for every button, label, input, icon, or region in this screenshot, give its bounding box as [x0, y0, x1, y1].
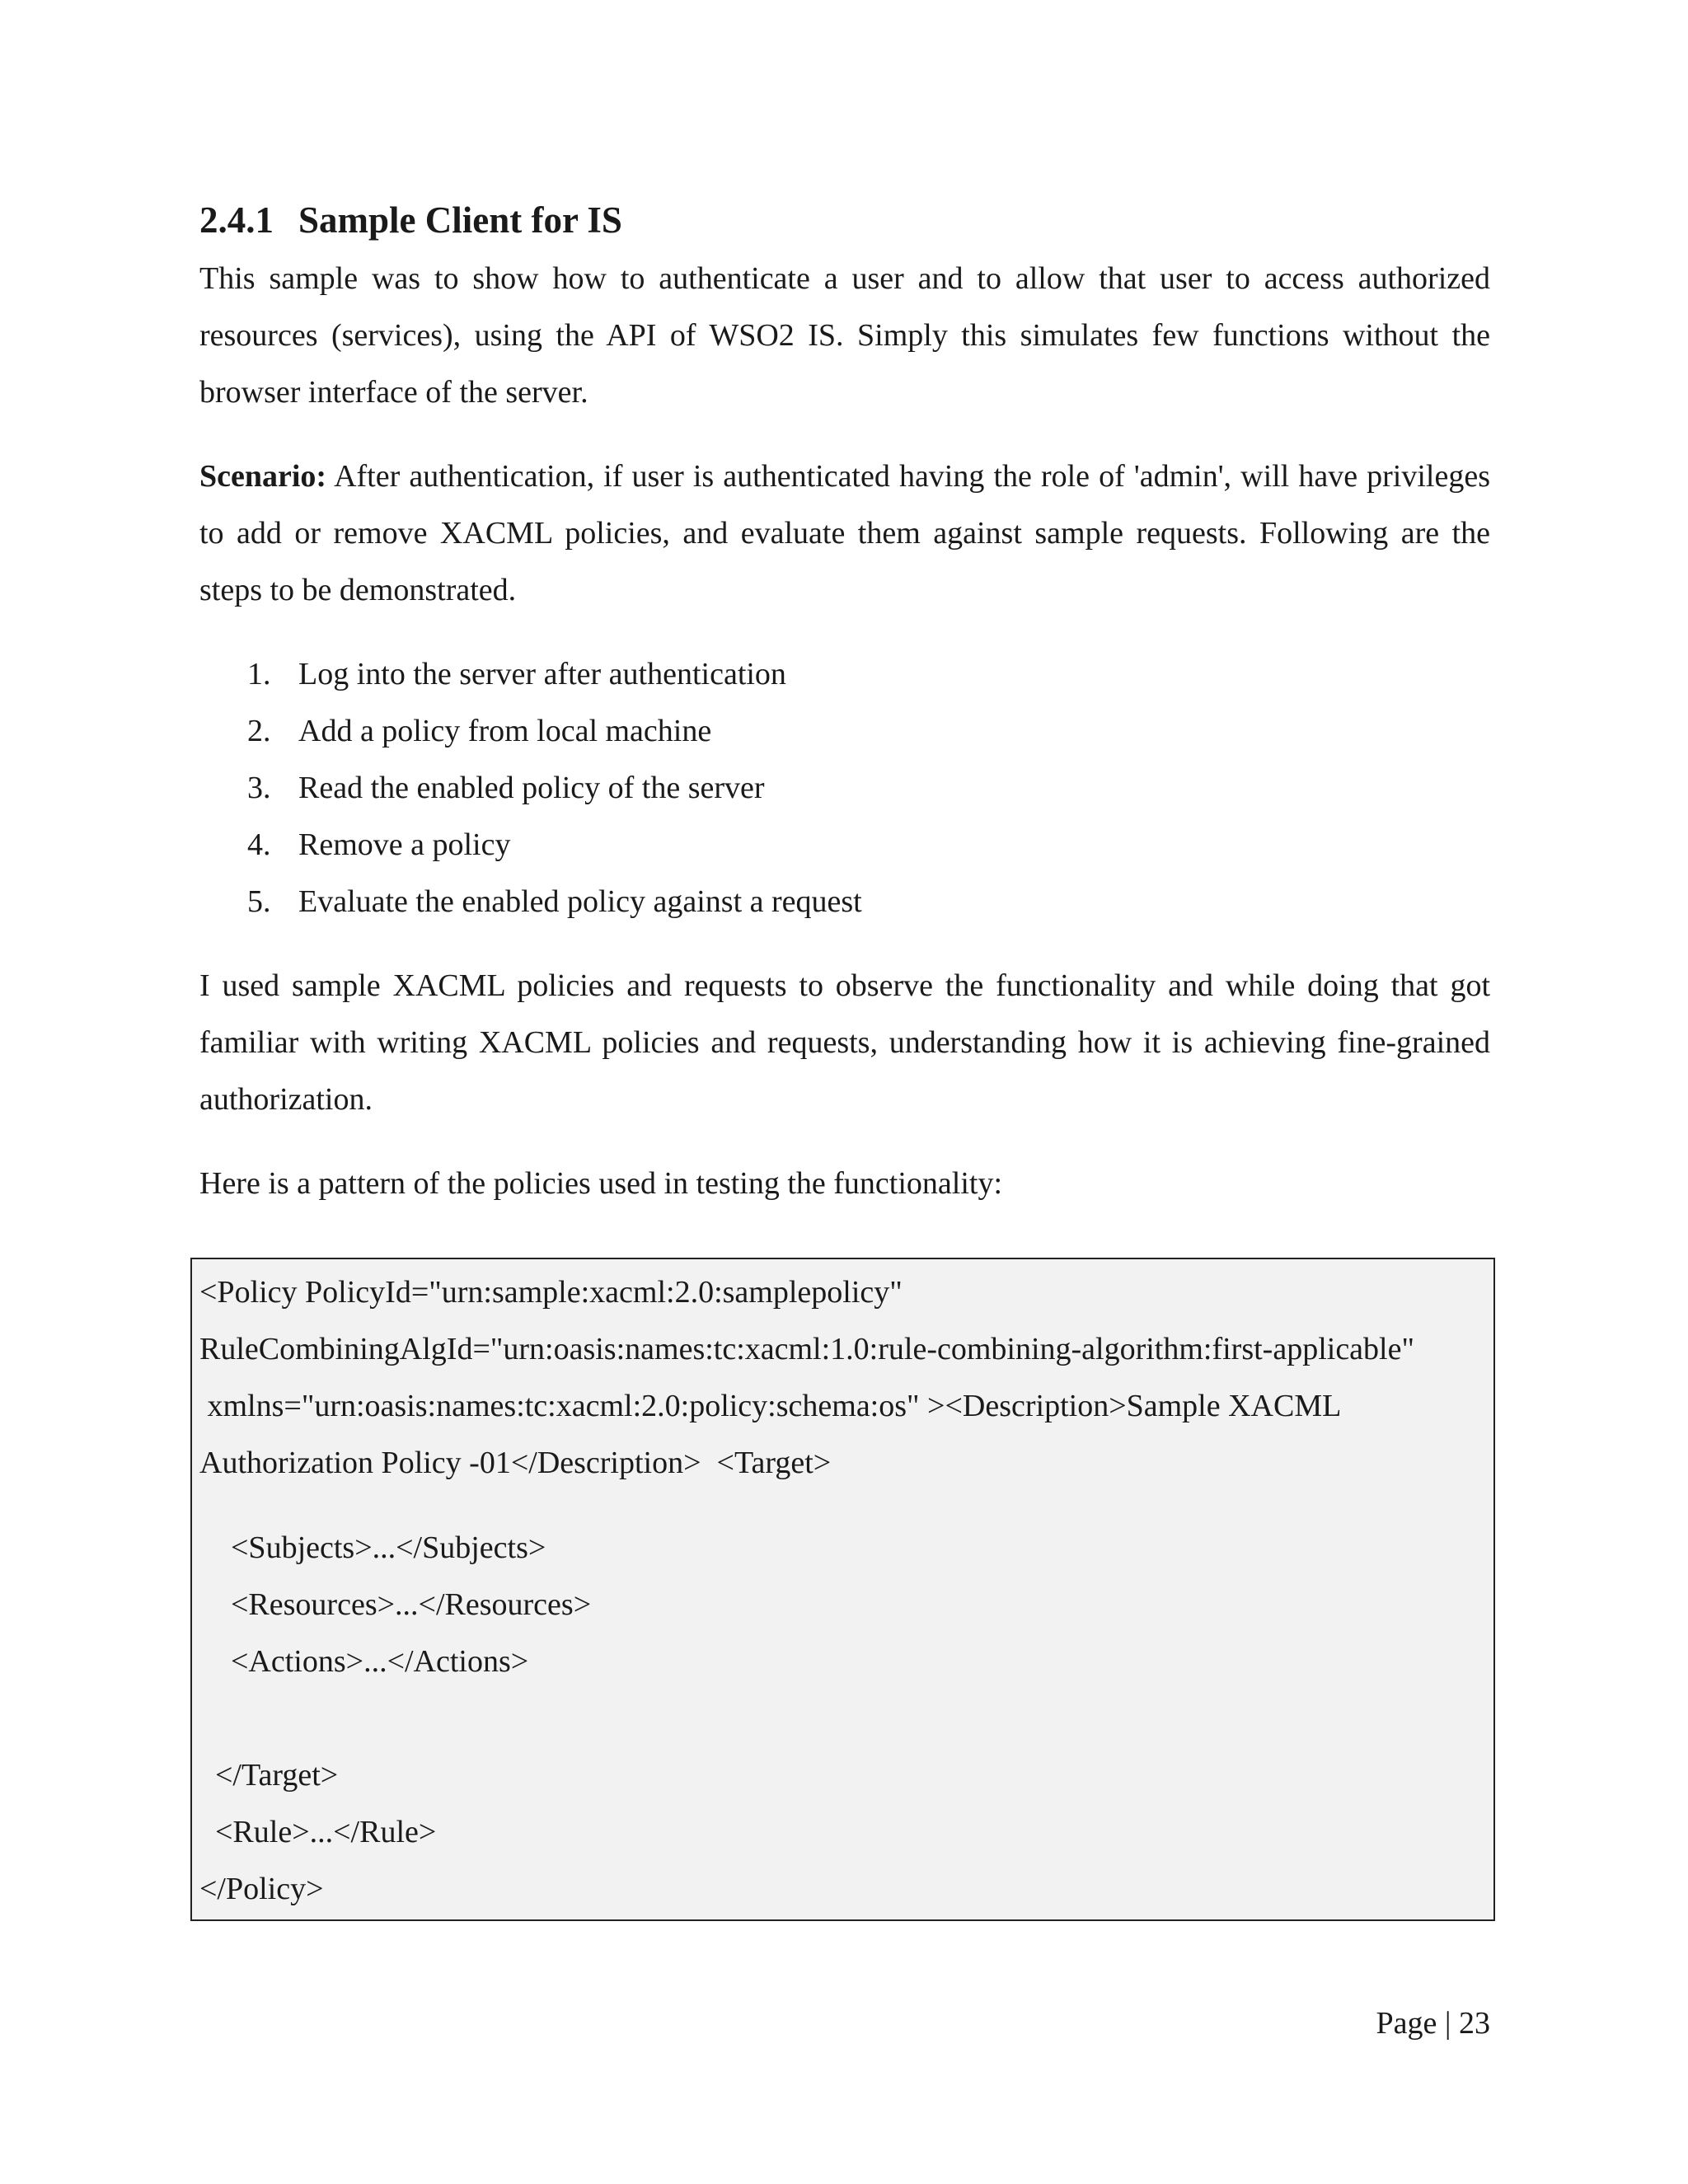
code-line: xmlns="urn:oasis:names:tc:xacml:2.0:policy:schema:os" ><Description>Sample XACML: [199, 1389, 1342, 1423]
section-number: 2.4.1: [199, 199, 274, 241]
code-line: <Resources>...</Resources>: [199, 1587, 592, 1622]
code-line: Authorization Policy -01</Description> <Target>: [199, 1446, 832, 1480]
code-line: RuleCombiningAlgId="urn:oasis:names:tc:xacml:1.0:rule-combining-algorithm:first-applicable": [199, 1332, 1414, 1366]
list-item-text: Read the enabled policy of the server: [298, 771, 765, 805]
list-item: [199, 817, 1490, 874]
intro-paragraph: This sample was to show how to authenticate a user and to allow that user to access authorized resources (services), using the API of WSO2 IS. Simply this simulates few functions without the browser interface of the server.: [199, 261, 1490, 410]
pattern-intro: Here is a pattern of the policies used in testing the functionality:: [199, 1166, 1003, 1201]
scenario-text: After authentication, if user is authenticated having the role of 'admin', will have privileges to add or remove XACML policies, and evaluate them against sample requests. Following are the steps to be demonstrated.: [199, 459, 1490, 607]
steps-list: [199, 646, 1490, 930]
section-heading: [199, 194, 1490, 246]
list-item-text: Remove a policy: [298, 827, 511, 862]
scenario-paragraph: [199, 448, 1490, 619]
scenario-label: Scenario:: [199, 459, 327, 494]
list-item-number: 3.: [247, 771, 271, 805]
list-item-number: 2.: [247, 714, 271, 748]
section-title: Sample Client for IS: [298, 199, 622, 241]
policy-code-box: [190, 1258, 1495, 1921]
list-item-text: Add a policy from local machine: [298, 714, 712, 748]
page-content: [199, 194, 1490, 1212]
page-number: Page | 23: [1376, 2006, 1490, 2041]
observation-paragraph: I used sample XACML policies and requests to observe the functionality and while doing that got familiar with writing XACML policies and requests, understanding how it is achieving fine-grained authorization.: [199, 968, 1490, 1117]
list-item-number: 1.: [247, 657, 271, 691]
code-line: <Rule>...</Rule>: [199, 1815, 437, 1849]
code-line: <Actions>...</Actions>: [199, 1644, 529, 1679]
code-line: <Subjects>...</Subjects>: [199, 1530, 546, 1565]
list-item: [199, 874, 1490, 930]
code-line: </Policy>: [199, 1872, 324, 1906]
list-item: [199, 646, 1490, 703]
list-item-text: Evaluate the enabled policy against a request: [298, 884, 862, 919]
list-item-text: Log into the server after authentication: [298, 657, 786, 691]
list-item-number: 4.: [247, 827, 271, 862]
list-item: [199, 760, 1490, 817]
list-item-number: 5.: [247, 884, 271, 919]
code-line: <Policy PolicyId="urn:sample:xacml:2.0:samplepolicy": [199, 1275, 903, 1310]
code-line: </Target>: [199, 1758, 339, 1793]
list-item: [199, 703, 1490, 760]
